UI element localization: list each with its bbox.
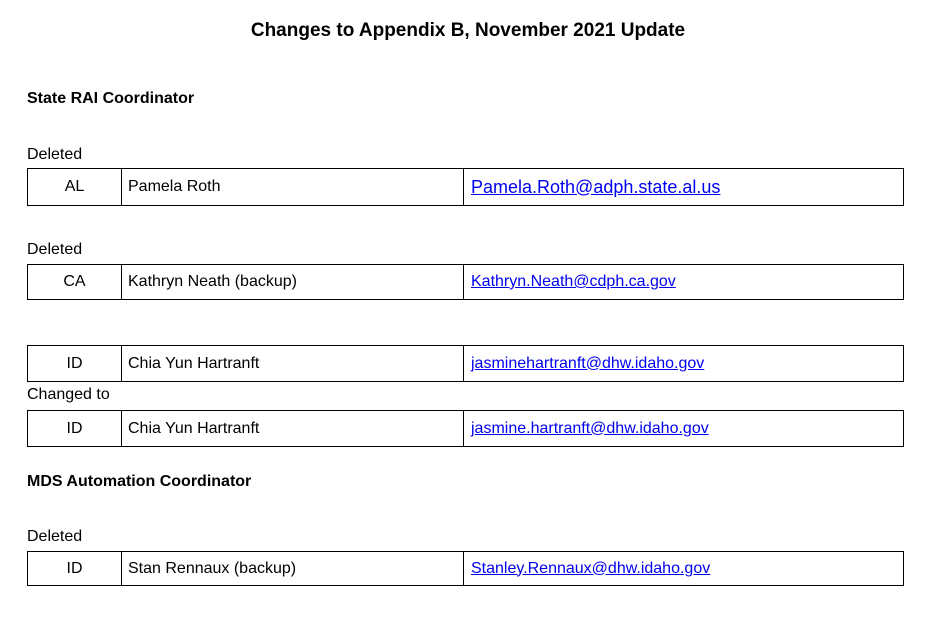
state-cell: AL xyxy=(28,169,122,205)
change-label: Deleted xyxy=(27,146,83,163)
section-heading-mds-automation: MDS Automation Coordinator xyxy=(27,473,252,490)
table-row xyxy=(27,551,904,586)
section-heading-state-rai: State RAI Coordinator xyxy=(27,90,195,107)
page-title: Changes to Appendix B, November 2021 Update xyxy=(250,20,686,41)
name-cell: Pamela Roth xyxy=(122,169,464,205)
change-label: Changed to xyxy=(27,386,110,403)
state-cell: CA xyxy=(28,265,122,299)
change-label: Deleted xyxy=(27,241,83,258)
name-cell: Chia Yun Hartranft xyxy=(122,411,464,446)
table-row xyxy=(27,345,904,382)
name-cell: Chia Yun Hartranft xyxy=(122,346,464,381)
name-cell: Stan Rennaux (backup) xyxy=(122,552,464,585)
table-row xyxy=(27,410,904,447)
email-link[interactable]: jasminehartranft@dhw.idaho.gov xyxy=(471,354,705,372)
email-link[interactable]: Pamela.Roth@adph.state.al.us xyxy=(471,176,721,197)
email-link[interactable]: Kathryn.Neath@cdph.ca.gov xyxy=(471,273,676,290)
state-cell: ID xyxy=(28,346,122,381)
name-cell: Kathryn Neath (backup) xyxy=(122,265,464,299)
table-row xyxy=(27,264,904,300)
email-link[interactable]: Stanley.Rennaux@dhw.idaho.gov xyxy=(471,559,711,577)
email-link[interactable]: jasmine.hartranft@dhw.idaho.gov xyxy=(471,419,709,437)
change-label: Deleted xyxy=(27,528,83,545)
state-cell: ID xyxy=(28,411,122,446)
table-row xyxy=(27,168,904,206)
state-cell: ID xyxy=(28,552,122,585)
